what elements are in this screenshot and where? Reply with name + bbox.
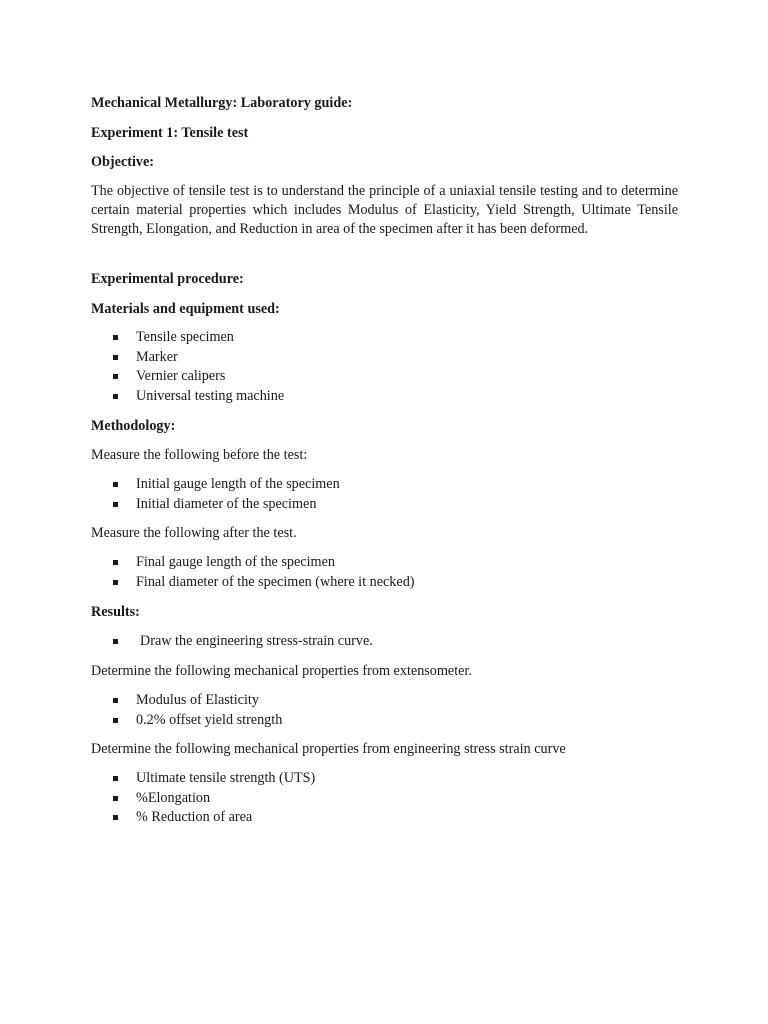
list-item: Draw the engineering stress-strain curve.: [0, 632, 373, 652]
bullet-icon: [113, 394, 118, 399]
bullet-icon: [113, 796, 118, 801]
objective-heading: Objective:: [91, 154, 155, 170]
before-intro: Measure the following before the test:: [91, 447, 308, 463]
extensometer-list: [0, 691, 282, 730]
experiment-heading: Experiment 1: Tensile test: [91, 125, 249, 141]
bullet-icon: [113, 776, 118, 781]
results-heading: Results:: [91, 604, 140, 620]
after-intro: Measure the following after the test.: [91, 525, 297, 541]
bullet-icon: [113, 698, 118, 703]
results-list: [0, 632, 373, 652]
bullet-icon: [113, 639, 118, 644]
bullet-icon: [113, 718, 118, 723]
bullet-icon: [113, 560, 118, 565]
list-item: Universal testing machine: [0, 387, 284, 407]
procedure-heading: Experimental procedure:: [91, 271, 244, 287]
list-item: 0.2% offset yield strength: [0, 711, 282, 731]
bullet-icon: [113, 482, 118, 487]
materials-list: [0, 328, 284, 406]
list-item: % Reduction of area: [0, 808, 315, 828]
bullet-icon: [113, 502, 118, 507]
list-item: Vernier calipers: [0, 367, 284, 387]
bullet-icon: [113, 815, 118, 820]
bullet-icon: [113, 355, 118, 360]
after-test-list: [0, 553, 415, 592]
bullet-icon: [113, 580, 118, 585]
list-item: Initial diameter of the specimen: [0, 495, 340, 515]
list-item: Initial gauge length of the specimen: [0, 475, 340, 495]
document-title: Mechanical Metallurgy: Laboratory guide:: [91, 95, 353, 111]
materials-heading: Materials and equipment used:: [91, 301, 280, 317]
list-item: Final gauge length of the specimen: [0, 553, 415, 573]
list-item: Final diameter of the specimen (where it necked): [0, 573, 415, 593]
list-item: Ultimate tensile strength (UTS): [0, 769, 315, 789]
list-item: Modulus of Elasticity: [0, 691, 282, 711]
curve-list: [0, 769, 315, 828]
list-item: %Elongation: [0, 789, 315, 809]
curve-intro: Determine the following mechanical properties from engineering stress strain curve: [91, 741, 566, 757]
list-item: Tensile specimen: [0, 328, 284, 348]
objective-paragraph: The objective of tensile test is to understand the principle of a uniaxial tensile testing and to determine certain material properties which includes Modulus of Elasticity, Yield Strength, Ultimate Tensile Strength, Elongation, and Reduction in area of the specimen after it has been deformed.: [91, 183, 678, 238]
list-item: Marker: [0, 348, 284, 368]
extensometer-intro: Determine the following mechanical properties from extensometer.: [91, 663, 472, 679]
before-test-list: [0, 475, 340, 514]
methodology-heading: Methodology:: [91, 418, 176, 434]
bullet-icon: [113, 335, 118, 340]
bullet-icon: [113, 374, 118, 379]
